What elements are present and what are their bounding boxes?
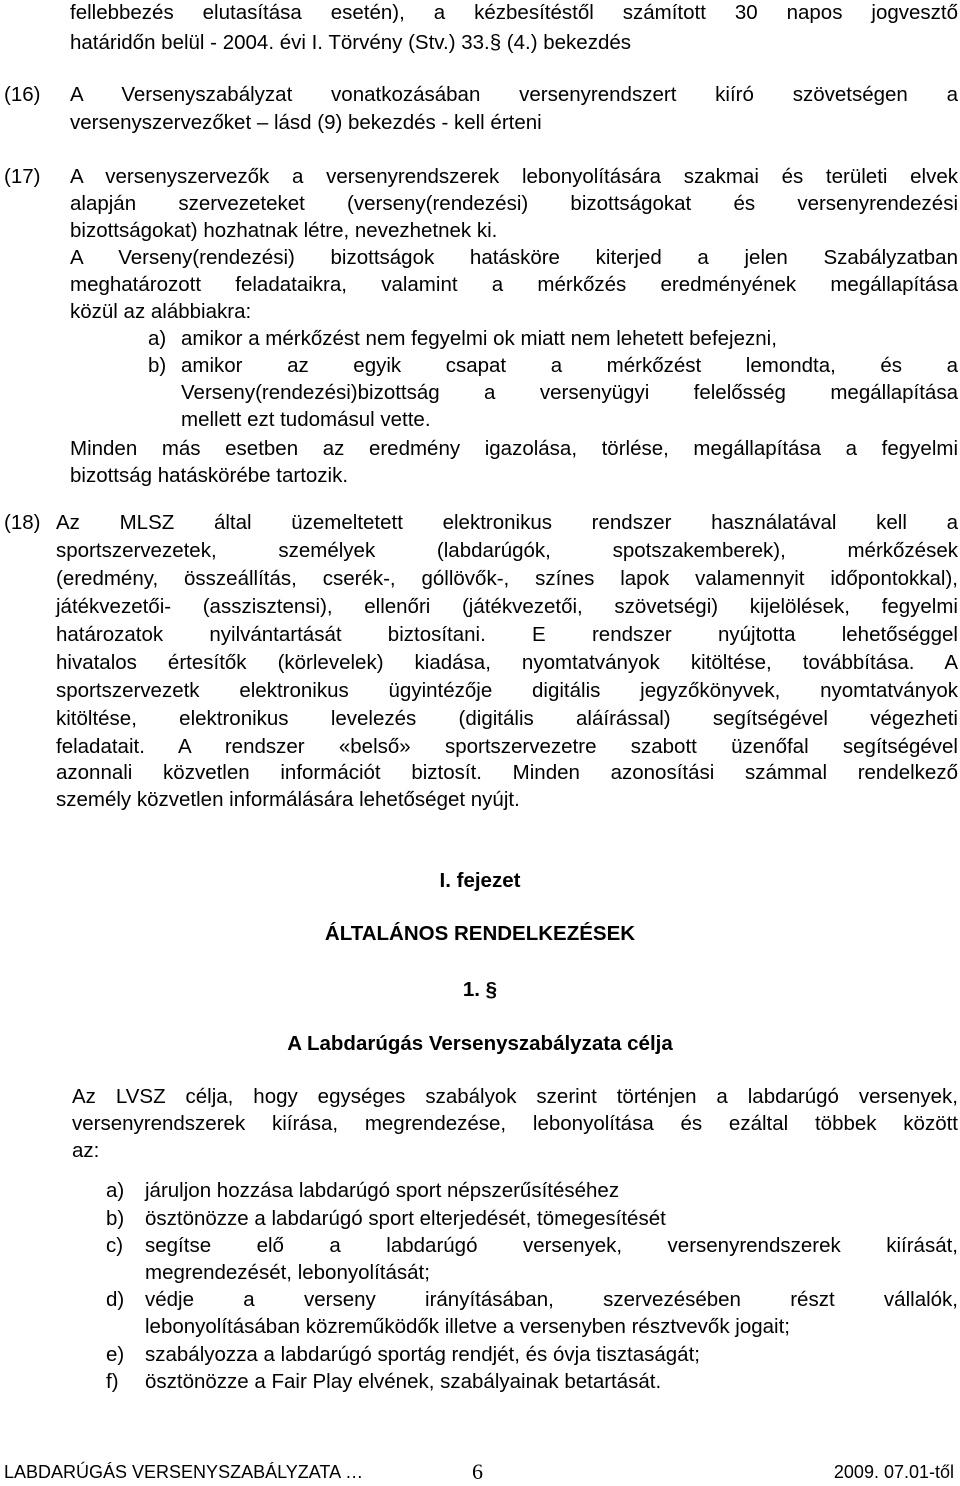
paragraph-16-line-1: A Versenyszabályzat vonatkozásában versenyrendszert kiíró szövetségen a [70, 83, 958, 106]
purpose-marker-c: c) [106, 1234, 124, 1257]
paragraph-18-line-10: azonnali közvetlen információt biztosít. Minden azonosítási számmal rendelkező [56, 761, 958, 784]
purpose-item-e: szabályozza a labdarúgó sportág rendjét, és óvja tisztaságát; [145, 1343, 700, 1366]
purpose-item-d-line-2: lebonyolításában közreműködők illetve a versenyben résztvevők jogait; [145, 1315, 790, 1338]
paragraph-17-line-4: A Verseny(rendezési) bizottságok hatásköre kiterjed a jelen Szabályzatban [70, 246, 958, 269]
paragraph-16-line-2: versenyszervezőket – lásd (9) bekezdés - kell érteni [70, 111, 542, 134]
purpose-line-2: versenyrendszerek kiírása, megrendezése, lebonyolítása és ezáltal többek között [72, 1112, 958, 1135]
purpose-line-1: Az LVSZ célja, hogy egységes szabályok szerint történjen a labdarúgó versenyek, [72, 1085, 958, 1108]
purpose-item-c-line-2: megrendezését, lebonyolítását; [145, 1261, 430, 1284]
section-number: 1. § [462, 978, 498, 1001]
paragraph-18-line-4: játékvezetői- (asszisztensi), ellenőri (játékvezetői, szövetségi) kijelölések, fegyelmi [56, 595, 958, 618]
purpose-item-f: ösztönözze a Fair Play elvének, szabályainak betartását. [145, 1370, 662, 1393]
paragraph-17-line-3: bizottságokat) hozhatnak létre, nevezhetnek ki. [70, 219, 498, 242]
purpose-marker-a: a) [106, 1179, 125, 1202]
paragraph-18-line-8: kitöltése, elektronikus levelezés (digitális aláírással) segítségével végezheti [56, 707, 958, 730]
intro-line-2: határidőn belül - 2004. évi I. Törvény (Stv.) 33.§ (4.) bekezdés [70, 31, 632, 54]
paragraph-18-line-9: feladatait. A rendszer «belső» sportszervezetre szabott üzenőfal segítségével [56, 735, 958, 758]
paragraph-16-number: (16) [4, 83, 41, 106]
list-item-b-line-2: Verseny(rendezési)bizottság a versenyügyi felelősség megállapítása [181, 381, 958, 404]
paragraph-17-number: (17) [4, 165, 41, 188]
paragraph-17-line-1: A versenyszervezők a versenyrendszerek lebonyolítására szakmai és területi elvek [70, 165, 958, 188]
purpose-marker-f: f) [106, 1370, 119, 1393]
purpose-item-d-line-1: védje a verseny irányításában, szervezésében részt vállalók, [145, 1288, 958, 1311]
purpose-marker-e: e) [106, 1343, 125, 1366]
paragraph-17-closing-2: bizottság hatáskörébe tartozik. [70, 464, 349, 487]
paragraph-17-line-2: alapján szervezeteket (verseny(rendezési) bizottságokat és versenyrendezési [70, 192, 958, 215]
paragraph-18-line-6: hivatalos értesítők (körlevelek) kiadása, nyomtatványok kitöltése, továbbítása. A [56, 651, 958, 674]
section-title: A Labdarúgás Versenyszabályzata célja [287, 1032, 673, 1055]
list-marker-a: a) [148, 327, 167, 350]
purpose-marker-b: b) [106, 1207, 125, 1230]
paragraph-18-line-3: (eredmény, összeállítás, cserék-, góllövők-, színes lapok valamennyit időpontokkal), [56, 567, 958, 590]
paragraph-18-line-2: sportszervezetek, személyek (labdarúgók, spotszakemberek), mérkőzések [56, 539, 958, 562]
footer-page-number: 6 [472, 1459, 483, 1484]
paragraph-17-line-6: közül az alábbiakra: [70, 300, 252, 323]
intro-line-1: fellebbezés elutasítása esetén), a kézbesítéstől számított 30 napos jogvesztő [70, 1, 958, 24]
chapter-title: ÁLTALÁNOS RENDELKEZÉSEK [324, 922, 636, 945]
purpose-item-c-line-1: segítse elő a labdarúgó versenyek, versenyrendszerek kiírását, [145, 1234, 958, 1257]
paragraph-18-line-5: határozatok nyilvántartását biztosítani. E rendszer nyújtotta lehetőséggel [56, 623, 958, 646]
purpose-item-a: járuljon hozzása labdarúgó sport népszerűsítéséhez [145, 1179, 620, 1202]
chapter-number: I. fejezet [439, 869, 521, 892]
paragraph-18-line-1: Az MLSZ által üzemeltetett elektronikus rendszer használatával kell a [56, 511, 958, 534]
paragraph-18-line-11: személy közvetlen informálására lehetőséget nyújt. [56, 788, 520, 811]
footer-date: 2009. 07.01-től [833, 1462, 954, 1482]
list-item-a: amikor a mérkőzést nem fegyelmi ok miatt nem lehetett befejezni, [181, 327, 777, 350]
list-item-b-line-1: amikor az egyik csapat a mérkőzést lemondta, és a [181, 354, 958, 377]
paragraph-17-line-5: meghatározott feladataikra, valamint a mérkőzés eredményének megállapítása [70, 273, 958, 296]
footer-title: LABDARÚGÁS VERSENYSZABÁLYZATA … [4, 1462, 364, 1482]
purpose-item-b: ösztönözze a labdarúgó sport elterjedését, tömegesítését [145, 1207, 666, 1230]
paragraph-17-closing-1: Minden más esetben az eredmény igazolása, törlése, megállapítása a fegyelmi [70, 437, 958, 460]
purpose-marker-d: d) [106, 1288, 125, 1311]
list-item-b-line-3: mellett ezt tudomásul vette. [181, 408, 431, 431]
purpose-line-3: az: [72, 1139, 100, 1162]
list-marker-b: b) [148, 354, 167, 377]
paragraph-18-number: (18) [4, 511, 41, 534]
paragraph-18-line-7: sportszervezetk elektronikus ügyintézője digitális jegyzőkönyvek, nyomtatványok [56, 679, 958, 702]
